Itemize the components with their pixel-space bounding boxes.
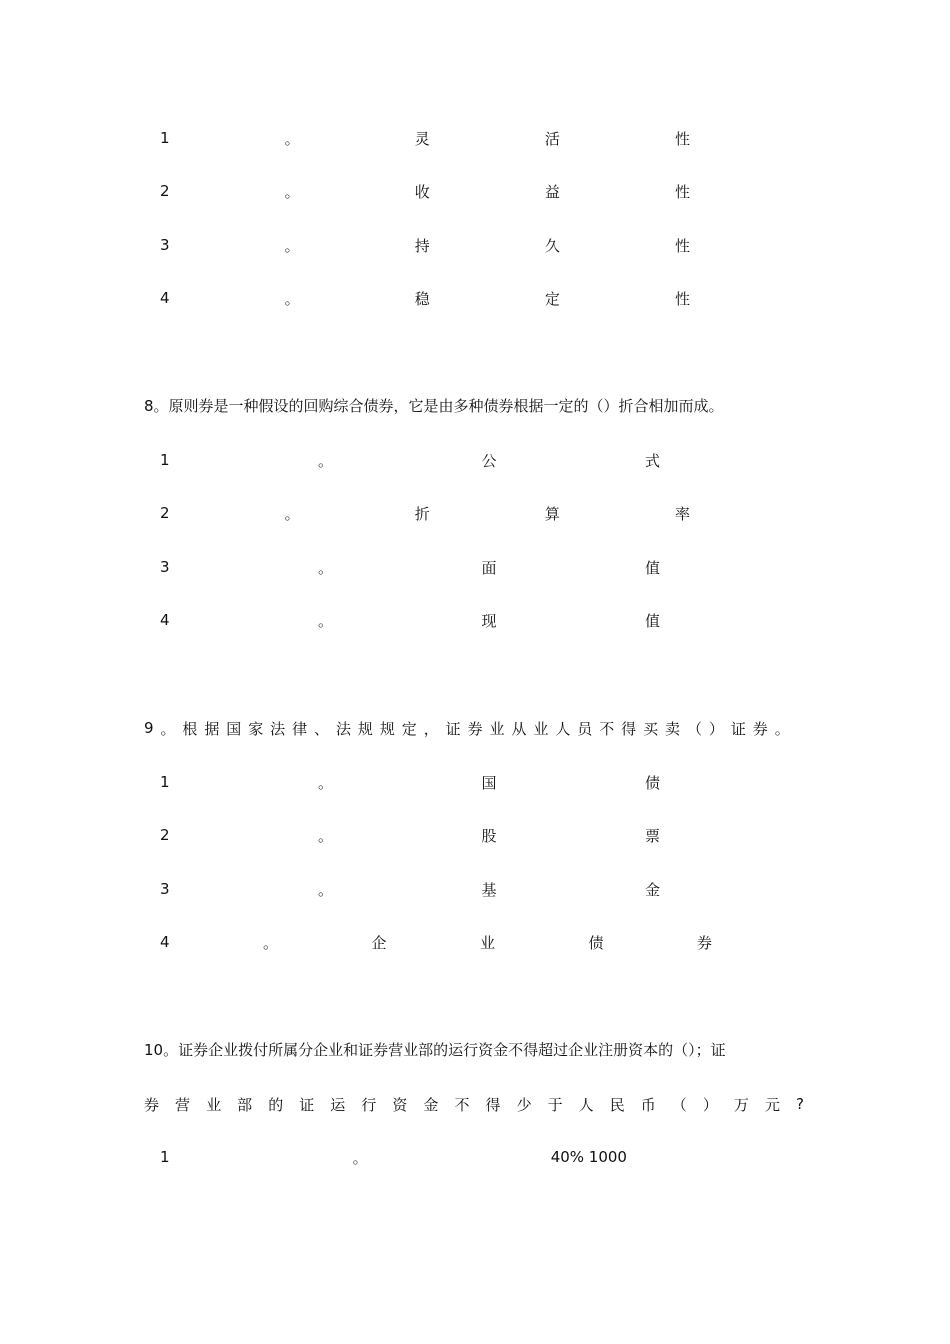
q10-char: 于 xyxy=(547,1095,563,1114)
q10-char: 资 xyxy=(392,1095,408,1114)
option-number: 1 xyxy=(160,773,170,791)
q10-char: 券 xyxy=(144,1095,160,1114)
option-number: 1 xyxy=(160,1148,170,1166)
q9-char: 法 xyxy=(335,719,351,738)
option-char: 值 xyxy=(644,558,660,577)
option-dot: 。 xyxy=(318,611,334,630)
q10-char: 少 xyxy=(516,1095,532,1114)
q10-char: 的 xyxy=(268,1095,284,1114)
q9-char: 律 xyxy=(292,719,308,738)
q9-char: 家 xyxy=(248,719,264,738)
q10-char: 行 xyxy=(361,1095,377,1114)
option-char: 稳 xyxy=(414,289,430,308)
q9-char: 定 xyxy=(401,719,417,738)
option-dot: 。 xyxy=(352,1148,368,1167)
option-char: 票 xyxy=(644,826,660,845)
q10-char: （ xyxy=(671,1095,687,1114)
option-char: 债 xyxy=(588,933,604,952)
q9-char: 法 xyxy=(270,719,286,738)
q10-char: 运 xyxy=(330,1095,346,1114)
option-char: 公 xyxy=(481,451,497,470)
q8-option-4 xyxy=(160,609,660,631)
option-number: 1 xyxy=(160,129,170,147)
option-char: 性 xyxy=(674,182,690,201)
q10-char: ） xyxy=(702,1095,718,1114)
option-number: 4 xyxy=(160,611,170,629)
q10-char: 人 xyxy=(578,1095,594,1114)
option-char: 基 xyxy=(481,880,497,899)
q9-char: 规 xyxy=(357,719,373,738)
option-value: 40% 1000 xyxy=(550,1148,627,1166)
q10-char: 币 xyxy=(640,1095,656,1114)
option-char: 久 xyxy=(544,236,560,255)
option-dot: 。 xyxy=(318,558,334,577)
q9-char: 得 xyxy=(621,719,637,738)
q9-char: 规 xyxy=(379,719,395,738)
q10-char: 得 xyxy=(485,1095,501,1114)
q9-char: 卖 xyxy=(665,719,681,738)
option-char: 债 xyxy=(644,773,660,792)
q9-char: 券 xyxy=(467,719,483,738)
option-number: 3 xyxy=(160,558,170,576)
q9-char: 从 xyxy=(511,719,527,738)
option-char: 券 xyxy=(696,933,712,952)
q10-char: 民 xyxy=(609,1095,625,1114)
option-char: 金 xyxy=(644,880,660,899)
q8-option-2 xyxy=(160,502,690,524)
q9-char: ） xyxy=(708,719,724,738)
q7-option-2 xyxy=(160,180,690,202)
q9-char: 员 xyxy=(577,719,593,738)
q9-text xyxy=(144,717,790,739)
q9-char: 证 xyxy=(730,719,746,738)
option-dot: 。 xyxy=(318,773,334,792)
option-char: 性 xyxy=(674,289,690,308)
option-dot: 。 xyxy=(318,451,334,470)
q9-char: 买 xyxy=(643,719,659,738)
q10-char: 元 xyxy=(764,1095,780,1114)
option-char: 定 xyxy=(544,289,560,308)
q8-option-1 xyxy=(160,449,660,471)
q10-char: 证 xyxy=(299,1095,315,1114)
q10-text-line2 xyxy=(144,1093,804,1115)
q10-char: ? xyxy=(795,1095,804,1113)
option-number: 1 xyxy=(160,451,170,469)
q9-option-1 xyxy=(160,771,660,793)
q9-char: 根 xyxy=(182,719,198,738)
option-char: 股 xyxy=(481,826,497,845)
q9-option-4 xyxy=(160,931,712,953)
option-dot: 。 xyxy=(284,182,300,201)
q7-option-3 xyxy=(160,234,690,256)
q9-char: 业 xyxy=(489,719,505,738)
option-char: 折 xyxy=(414,504,430,523)
option-char: 国 xyxy=(481,773,497,792)
option-char: 性 xyxy=(674,236,690,255)
option-dot: 。 xyxy=(318,880,334,899)
option-char: 率 xyxy=(674,504,690,523)
option-dot: 。 xyxy=(318,826,334,845)
q10-char: 部 xyxy=(237,1095,253,1114)
option-char: 性 xyxy=(674,129,690,148)
q9-char: 国 xyxy=(226,719,242,738)
q7-option-4 xyxy=(160,287,690,309)
option-char: 面 xyxy=(481,558,497,577)
q9-char: （ xyxy=(686,719,702,738)
option-number: 2 xyxy=(160,826,170,844)
q9-option-2 xyxy=(160,824,660,846)
option-char: 业 xyxy=(479,933,495,952)
option-dot: 。 xyxy=(284,289,300,308)
option-dot: 。 xyxy=(284,129,300,148)
option-dot: 。 xyxy=(284,236,300,255)
q9-char: 。 xyxy=(774,719,790,738)
option-dot: 。 xyxy=(284,504,300,523)
q10-char: 业 xyxy=(206,1095,222,1114)
q10-option-1 xyxy=(160,1146,627,1168)
q9-char: 、 xyxy=(314,719,330,738)
option-char: 算 xyxy=(544,504,560,523)
option-number: 4 xyxy=(160,933,170,951)
option-char: 灵 xyxy=(414,129,430,148)
q10-char: 不 xyxy=(454,1095,470,1114)
option-number: 2 xyxy=(160,182,170,200)
option-char: 现 xyxy=(481,611,497,630)
option-char: 收 xyxy=(414,182,430,201)
q8-option-3 xyxy=(160,556,660,578)
q7-option-1 xyxy=(160,127,690,149)
q9-char: 证 xyxy=(445,719,461,738)
q10-char: 万 xyxy=(733,1095,749,1114)
option-number: 4 xyxy=(160,289,170,307)
option-number: 3 xyxy=(160,236,170,254)
option-char: 企 xyxy=(371,933,387,952)
q8-text: 8。原则券是一种假设的回购综合债券，它是由多种债券根据一定的（）折合相加而成。 xyxy=(144,397,724,415)
q9-char: 人 xyxy=(555,719,571,738)
q9-char: 券 xyxy=(752,719,768,738)
q9-char: 业 xyxy=(533,719,549,738)
q9-char: 。 xyxy=(160,719,176,738)
option-char: 益 xyxy=(544,182,560,201)
option-number: 2 xyxy=(160,504,170,522)
option-dot: 。 xyxy=(263,933,279,952)
q9-option-3 xyxy=(160,878,660,900)
q9-char: 据 xyxy=(204,719,220,738)
option-char: 值 xyxy=(644,611,660,630)
q10-char: 金 xyxy=(423,1095,439,1114)
q10-text-line1: 10。证券企业拨付所属分企业和证券营业部的运行资金不得超过企业注册资本的（）；证 xyxy=(144,1041,726,1059)
option-char: 持 xyxy=(414,236,430,255)
option-char: 式 xyxy=(644,451,660,470)
q9-char: 不 xyxy=(599,719,615,738)
q9-char: 9 xyxy=(144,719,154,737)
q10-char: 营 xyxy=(175,1095,191,1114)
q9-char: ， xyxy=(423,719,439,738)
option-char: 活 xyxy=(544,129,560,148)
option-number: 3 xyxy=(160,880,170,898)
